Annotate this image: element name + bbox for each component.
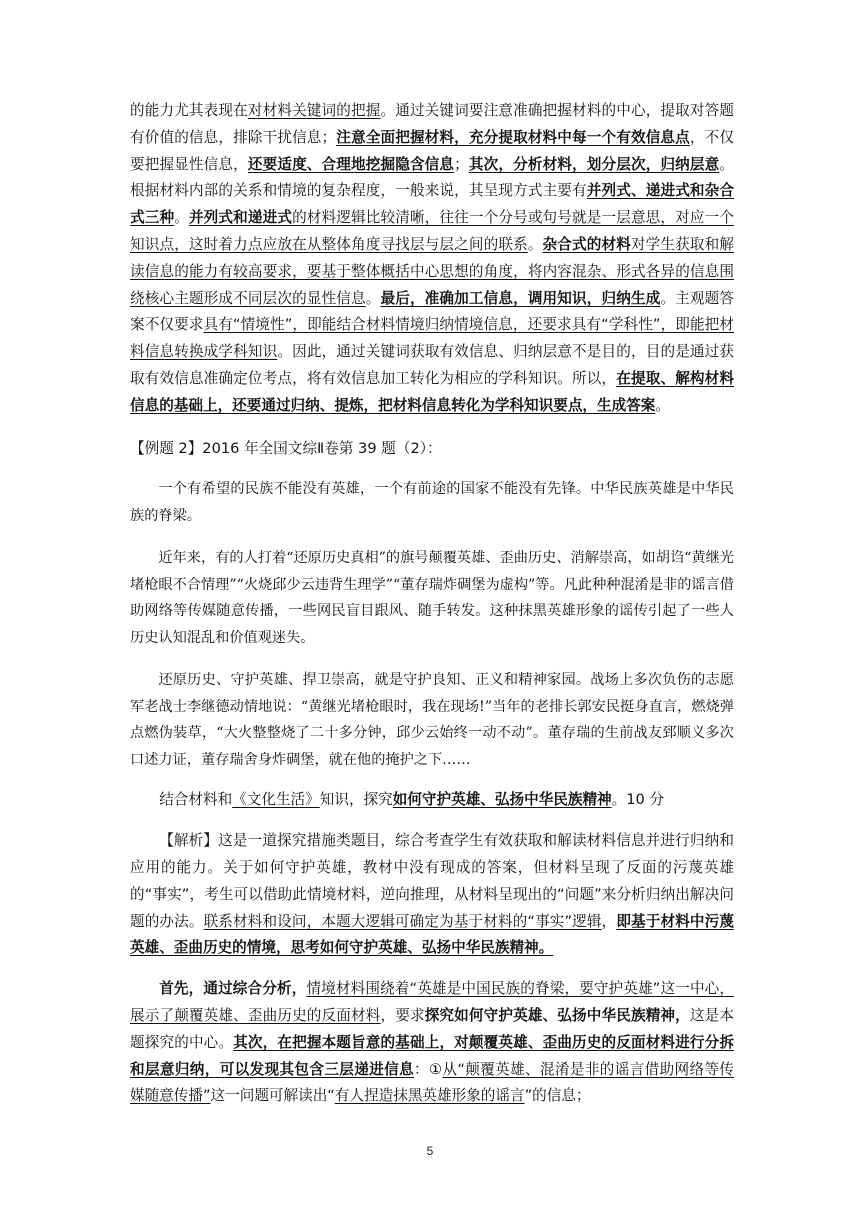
- material-paragraph-1: 一个有希望的民族不能没有英雄，一个有前途的国家不能没有先锋。中华民族英雄是中华民族的脊梁。: [130, 481, 734, 524]
- paragraph1-text-run: 。主观题答案不仅要求: [130, 289, 734, 334]
- analysis2-text-run: 这一问题可解读出“: [210, 1087, 335, 1105]
- paragraph1-text-run: 。: [655, 396, 670, 414]
- paragraph1-text-run: 还要适度、合理地挖掘隐含信息: [247, 155, 455, 173]
- question-text-run: 知识，探究: [319, 791, 393, 809]
- paragraph1-text-run: 最后，准确加工信息，调用知识，归纳生成: [380, 289, 661, 307]
- paragraph1-text-run: 其次，分析材料，划分层次，归纳层意: [468, 155, 720, 173]
- analysis1-text-run: 【解析】这是一道探究措施类题目，综合考查学生有效获取和解读材料信息并进行归纳和应用的能力。关于如何守护英雄，教材中没有现成的答案，但材料呈现了反面的污蔑英雄的“事实”，考生可以借助此情境材料，逆向推理，从材料呈现出的“问题”来分析归纳出解决问题的办法。: [130, 832, 734, 930]
- paragraph1-text-run: 并列式和递进式: [188, 209, 293, 227]
- paragraph1-text-run: 注意全面把握材料，充分提取材料中每一个有效信息点: [336, 128, 690, 146]
- analysis1-text-run: 即基于材料中污蔑英雄、歪曲历史的情境，思考如何守护英雄、弘扬中华民族精神。: [130, 912, 734, 957]
- question-text-run: 如何守护英雄、弘扬中华民族精神: [392, 791, 612, 809]
- paragraph1-text-run: 。: [527, 235, 543, 253]
- paragraph1-text-run: 具有“情境性”，即能结合材料情境归纳情境信息，还要求具有“学科性”，即能把材料信息转换成学科知识: [130, 316, 734, 361]
- analysis2-text-run: 有人捏造抹黑英雄形象的谣言: [334, 1087, 525, 1105]
- paragraph1-text-run: ，不仅要把握显性信息，: [130, 128, 734, 173]
- question-text-run: 《文化生活》: [232, 791, 320, 809]
- paragraph1-text-run: 。通过关键词要注意准确把握材料的中心，提取对答题有价值的信息，排除干扰信息；: [130, 102, 734, 146]
- paragraph1-text-run: ；: [454, 155, 469, 173]
- material-paragraph-2: 近年来，有的人打着“还原历史真相”的旗号颠覆英雄、歪曲历史、消解崇高，如胡诌“黄继光堵枪眼不合情理”“火烧邱少云违背生理学”“董存瑞炸碉堡为虚构”等。凡此种种混淆是非的谣言借助网络等传媒随意传播，一些网民盲目跟风、随手转发。这种抹黑英雄形象的谣传引起了一些人历史认知混乱和价值观迷失。: [130, 550, 734, 646]
- analysis-paragraph-1: [130, 828, 734, 962]
- analysis2-text-run: 探究如何守护英雄、弘扬中华民族精神，: [424, 1006, 690, 1024]
- analysis2-text-run: 这是本题探究的中心。: [130, 1006, 734, 1051]
- material-paragraph-3: 还原历史、守护英雄、捍卫崇高，就是守护良知、正义和精神家园。战场上多次负伤的志愿军老战士李继德动情地说：“黄继光堵枪眼时，我在现场!”当年的老排长郭安民挺身直言，燃烧弹点燃伪装草，“大火整整烧了二十多分钟，邱少云始终一动不动”。董存瑞的生前战友郅顺义多次口述力证，董存瑞舍身炸碉堡，就在他的掩护之下……: [130, 672, 734, 768]
- analysis2-text-run: ：①: [414, 1060, 443, 1078]
- analysis2-text-run: 首先，通过综合分析，: [159, 980, 307, 998]
- analysis-paragraph-2: [130, 976, 734, 1110]
- paragraph1-text-run: 杂合式的材料: [542, 235, 631, 253]
- paragraph-method: [130, 98, 734, 420]
- analysis1-text-run: 联系材料和设问，本题大逻辑可确定为基于材料的“事实”逻辑: [203, 912, 602, 930]
- analysis1-text-run: ，: [601, 912, 617, 930]
- example-title: 【例题 2】2016 年全国文综Ⅱ卷第 39 题（2）：: [130, 439, 442, 457]
- paragraph1-text-run: 对学生获取和解读信息的能力有较高要求，要基于整体概括中心思想的角度，将内容混杂、形式各异的信息围绕核心主题形成不同层次的显性信息: [130, 235, 734, 307]
- analysis2-text-run: ”的信息；: [524, 1087, 591, 1105]
- analysis2-text-run: 情境材料围绕着“英雄是中国民族的脊梁，要守护英雄”这一中心，展示了颠覆英雄、歪曲历史的反面材料: [130, 980, 734, 1024]
- paragraph1-text-run: 。因此，通过关键词获取有效信息、归纳层意不是目的，目的是通过获取有效信息准确定位考点，将有效信息加工转化为相应的学科知识。所以，: [130, 343, 734, 387]
- paragraph1-text-run: 。: [174, 209, 189, 227]
- paragraph1-text-run: 。根据材料内部的关系和情境的复杂程度，一般来说，其呈现方式主要有: [130, 155, 734, 200]
- paragraph1-text-run: 对材料关键词的把握: [247, 102, 381, 119]
- paragraph1-text-run: 在提取、解构材料信息的基础上，还要通过归纳、提炼，把材料信息转化为学科知识要点，生成答案: [130, 369, 734, 414]
- paragraph1-text-run: 。: [365, 289, 381, 307]
- analysis2-text-run: 其次，在把握本题旨意的基础上，对颠覆英雄、歪曲历史的反面材料进行分拆和层意归纳，可以发现其包含三层递进信息: [130, 1033, 734, 1078]
- paragraph1-text-run: 并列式、递进式和杂合式三种: [130, 182, 734, 227]
- analysis2-text-run: ，要求: [380, 1006, 425, 1024]
- page-content: [130, 98, 734, 1110]
- page-number: 5: [426, 1144, 434, 1158]
- question-text-run: 结合材料和: [159, 791, 233, 809]
- paragraph1-text-run: 的材料逻辑比较清晰，往往一个分号或句号就是一层意思，对应一个知识点，这时着力点应放在从整体角度寻找层与层之间的联系: [130, 209, 734, 253]
- question-text: [130, 787, 734, 814]
- analysis2-text-run: 从“颠覆英雄、混淆是非的谣言借助网络等传媒随意传播”: [130, 1060, 734, 1105]
- question-text-run: 。10 分: [611, 791, 665, 809]
- paragraph1-text-run: 的能力尤其表现在: [130, 102, 248, 119]
